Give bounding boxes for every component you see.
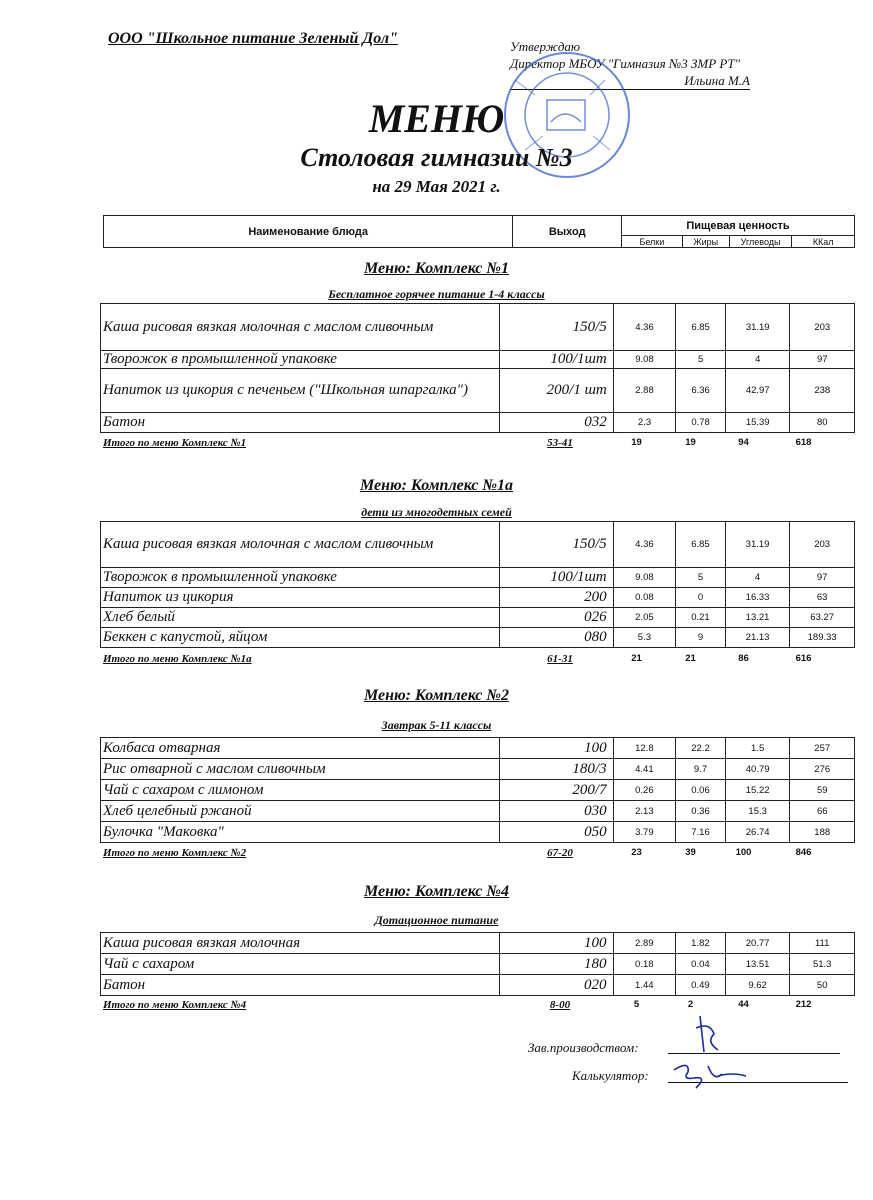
section-total (103, 999, 855, 1013)
dish-kcal: 51.3 (790, 954, 855, 975)
approval-label: Утверждаю (510, 39, 581, 54)
total-label: Итого по меню Комплекс №4 (103, 999, 247, 1011)
total-carbs: 86 (738, 653, 749, 664)
dish-fats: 0.06 (676, 780, 726, 801)
dish-proteins: 0.26 (613, 780, 676, 801)
dish-name: Каша рисовая вязкая молочная (101, 933, 500, 954)
dish-name: Колбаса отварная (101, 738, 500, 759)
dish-carbs: 40.79 (725, 759, 790, 780)
col-output: Выход (513, 216, 622, 248)
table-row (101, 738, 855, 759)
dish-kcal: 97 (790, 568, 855, 588)
dish-kcal: 188 (790, 822, 855, 843)
total-kcal: 618 (795, 437, 812, 448)
dish-proteins: 0.08 (613, 588, 676, 608)
dish-proteins: 1.44 (613, 975, 676, 996)
dish-output: 100/1шт (500, 568, 613, 588)
table-row (101, 759, 855, 780)
table-row (101, 822, 855, 843)
table-row (101, 522, 855, 568)
dish-name: Творожок в промышленной упаковке (101, 568, 500, 588)
dish-kcal: 276 (790, 759, 855, 780)
dish-fats: 9.7 (676, 759, 726, 780)
dish-carbs: 16.33 (725, 588, 790, 608)
total-carbs: 100 (735, 847, 752, 858)
total-fats: 21 (685, 653, 696, 664)
dish-kcal: 50 (790, 975, 855, 996)
dish-carbs: 20.77 (725, 933, 790, 954)
dish-name: Хлеб белый (101, 608, 500, 628)
total-price: 8-00 (549, 999, 571, 1011)
dish-output: 200/1 шт (500, 369, 613, 413)
table-row (101, 780, 855, 801)
dish-name: Напиток из цикория с печеньем ("Школьная шпаргалка") (101, 369, 500, 413)
dish-carbs: 13.51 (725, 954, 790, 975)
total-kcal: 212 (795, 999, 812, 1010)
dish-name: Батон (101, 975, 500, 996)
dish-name: Напиток из цикория (101, 588, 500, 608)
dish-output: 032 (500, 413, 613, 433)
dish-proteins: 0.18 (613, 954, 676, 975)
dish-fats: 9 (676, 628, 726, 648)
dish-name: Чай с сахаром (101, 954, 500, 975)
table-row (101, 954, 855, 975)
section-title: Меню: Комплекс №2 (363, 687, 510, 704)
dish-output: 100 (500, 738, 613, 759)
section-total (103, 847, 855, 861)
dish-output: 180 (500, 954, 613, 975)
dish-output: 100/1шт (500, 351, 613, 369)
dish-output: 030 (500, 801, 613, 822)
total-fats: 2 (687, 999, 694, 1010)
dish-kcal: 203 (790, 522, 855, 568)
dish-proteins: 9.08 (613, 351, 676, 369)
section-subtitle: Бесплатное горячее питание 1-4 классы (328, 287, 545, 301)
dish-output: 100 (500, 933, 613, 954)
dish-output: 080 (500, 628, 613, 648)
dish-proteins: 12.8 (613, 738, 676, 759)
dish-fats: 6.85 (676, 522, 726, 568)
dish-name: Батон (101, 413, 500, 433)
table-row (101, 588, 855, 608)
company-name: ООО "Школьное питание Зеленый Дол" (108, 30, 398, 47)
total-price: 53-41 (547, 437, 573, 449)
page-title: МЕНЮ (368, 96, 505, 141)
dish-carbs: 15.22 (725, 780, 790, 801)
dish-carbs: 26.74 (725, 822, 790, 843)
production-head-label: Зав.производством: (528, 1040, 639, 1055)
dish-name: Каша рисовая вязкая молочная с маслом сливочным (101, 522, 500, 568)
dish-carbs: 21.13 (725, 628, 790, 648)
total-proteins: 21 (631, 653, 642, 664)
table-row (101, 351, 855, 369)
dish-kcal: 257 (790, 738, 855, 759)
page-subtitle: Столовая гимназии №3 (300, 143, 573, 172)
column-header (103, 215, 855, 248)
dish-carbs: 42.97 (725, 369, 790, 413)
dish-kcal: 238 (790, 369, 855, 413)
total-label: Итого по меню Комплекс №1 (103, 437, 247, 449)
dish-output: 026 (500, 608, 613, 628)
dish-carbs: 15.39 (725, 413, 790, 433)
signature-mark (668, 1056, 752, 1092)
dish-kcal: 63 (790, 588, 855, 608)
col-nutrition: Пищевая ценность (622, 216, 855, 236)
table-row (101, 933, 855, 954)
approval-position: Директор МБОУ "Гимназия №3 ЗМР РТ" (510, 56, 741, 71)
dish-output: 200/7 (500, 780, 613, 801)
col-carbs: Углеводы (729, 236, 792, 248)
col-name: Наименование блюда (104, 216, 513, 248)
dish-kcal: 59 (790, 780, 855, 801)
menu-table (100, 932, 855, 996)
section-subtitle: дети из многодетных семей (361, 505, 512, 519)
dish-name: Творожок в промышленной упаковке (101, 351, 500, 369)
section-title: Меню: Комплекс №1а (359, 477, 514, 494)
dish-fats: 0.21 (676, 608, 726, 628)
approval-signatory: Ильина М.А (510, 72, 750, 90)
dish-kcal: 63.27 (790, 608, 855, 628)
dish-output: 150/5 (500, 522, 613, 568)
total-carbs: 44 (738, 999, 749, 1010)
dish-carbs: 31.19 (725, 304, 790, 351)
dish-output: 020 (500, 975, 613, 996)
table-row (101, 628, 855, 648)
dish-carbs: 1.5 (725, 738, 790, 759)
menu-table (100, 303, 855, 433)
dish-carbs: 31.19 (725, 522, 790, 568)
table-row (101, 304, 855, 351)
dish-kcal: 97 (790, 351, 855, 369)
dish-carbs: 13.21 (725, 608, 790, 628)
dish-fats: 5 (676, 351, 726, 369)
dish-carbs: 4 (725, 568, 790, 588)
dish-fats: 7.16 (676, 822, 726, 843)
dish-kcal: 111 (790, 933, 855, 954)
dish-name: Рис отварной с маслом сливочным (101, 759, 500, 780)
total-price: 67-20 (547, 847, 573, 859)
dish-fats: 0.78 (676, 413, 726, 433)
dish-fats: 6.85 (676, 304, 726, 351)
total-carbs: 94 (738, 437, 749, 448)
dish-proteins: 2.13 (613, 801, 676, 822)
table-row (101, 801, 855, 822)
dish-fats: 22.2 (676, 738, 726, 759)
col-proteins: Белки (622, 236, 683, 248)
table-row (101, 568, 855, 588)
signature-mark (688, 1012, 728, 1058)
dish-name: Беккен с капустой, яйцом (101, 628, 500, 648)
dish-output: 150/5 (500, 304, 613, 351)
total-kcal: 846 (795, 847, 812, 858)
dish-fats: 5 (676, 568, 726, 588)
table-row (101, 369, 855, 413)
section-subtitle: Дотационное питание (374, 913, 499, 927)
total-fats: 19 (685, 437, 696, 448)
dish-proteins: 5.3 (613, 628, 676, 648)
dish-kcal: 66 (790, 801, 855, 822)
dish-output: 200 (500, 588, 613, 608)
menu-table (100, 737, 855, 843)
menu-date: на 29 Мая 2021 г. (372, 177, 501, 196)
dish-output: 050 (500, 822, 613, 843)
dish-carbs: 9.62 (725, 975, 790, 996)
dish-output: 180/3 (500, 759, 613, 780)
section-title: Меню: Комплекс №1 (363, 260, 510, 277)
dish-kcal: 80 (790, 413, 855, 433)
dish-kcal: 189.33 (790, 628, 855, 648)
table-row (101, 608, 855, 628)
dish-name: Булочка "Маковка" (101, 822, 500, 843)
dish-carbs: 15.3 (725, 801, 790, 822)
dish-name: Хлеб целебный ржаной (101, 801, 500, 822)
total-proteins: 23 (631, 847, 642, 858)
dish-proteins: 2.05 (613, 608, 676, 628)
dish-fats: 0 (676, 588, 726, 608)
dish-fats: 0.49 (676, 975, 726, 996)
dish-carbs: 4 (725, 351, 790, 369)
menu-table (100, 521, 855, 648)
section-title: Меню: Комплекс №4 (363, 883, 510, 900)
total-label: Итого по меню Комплекс №2 (103, 847, 247, 859)
col-fats: Жиры (682, 236, 729, 248)
dish-name: Каша рисовая вязкая молочная с маслом сливочным (101, 304, 500, 351)
dish-fats: 1.82 (676, 933, 726, 954)
dish-fats: 6.36 (676, 369, 726, 413)
calculator-label: Калькулятор: (572, 1068, 649, 1083)
dish-proteins: 4.41 (613, 759, 676, 780)
section-subtitle: Завтрак 5-11 классы (381, 718, 492, 732)
dish-proteins: 2.89 (613, 933, 676, 954)
total-fats: 39 (685, 847, 696, 858)
dish-proteins: 9.08 (613, 568, 676, 588)
table-row (101, 975, 855, 996)
total-price: 61-31 (547, 653, 573, 665)
section-total (103, 437, 855, 451)
dish-name: Чай с сахаром с лимоном (101, 780, 500, 801)
table-row (101, 413, 855, 433)
col-kcal: ККал (792, 236, 855, 248)
total-proteins: 19 (631, 437, 642, 448)
section-total (103, 653, 855, 667)
dish-fats: 0.04 (676, 954, 726, 975)
dish-proteins: 3.79 (613, 822, 676, 843)
dish-proteins: 4.36 (613, 522, 676, 568)
total-kcal: 616 (795, 653, 812, 664)
dish-kcal: 203 (790, 304, 855, 351)
total-proteins: 5 (633, 999, 640, 1010)
dish-proteins: 2.88 (613, 369, 676, 413)
dish-fats: 0.36 (676, 801, 726, 822)
dish-proteins: 2.3 (613, 413, 676, 433)
dish-proteins: 4.36 (613, 304, 676, 351)
total-label: Итого по меню Комплекс №1а (103, 653, 252, 665)
